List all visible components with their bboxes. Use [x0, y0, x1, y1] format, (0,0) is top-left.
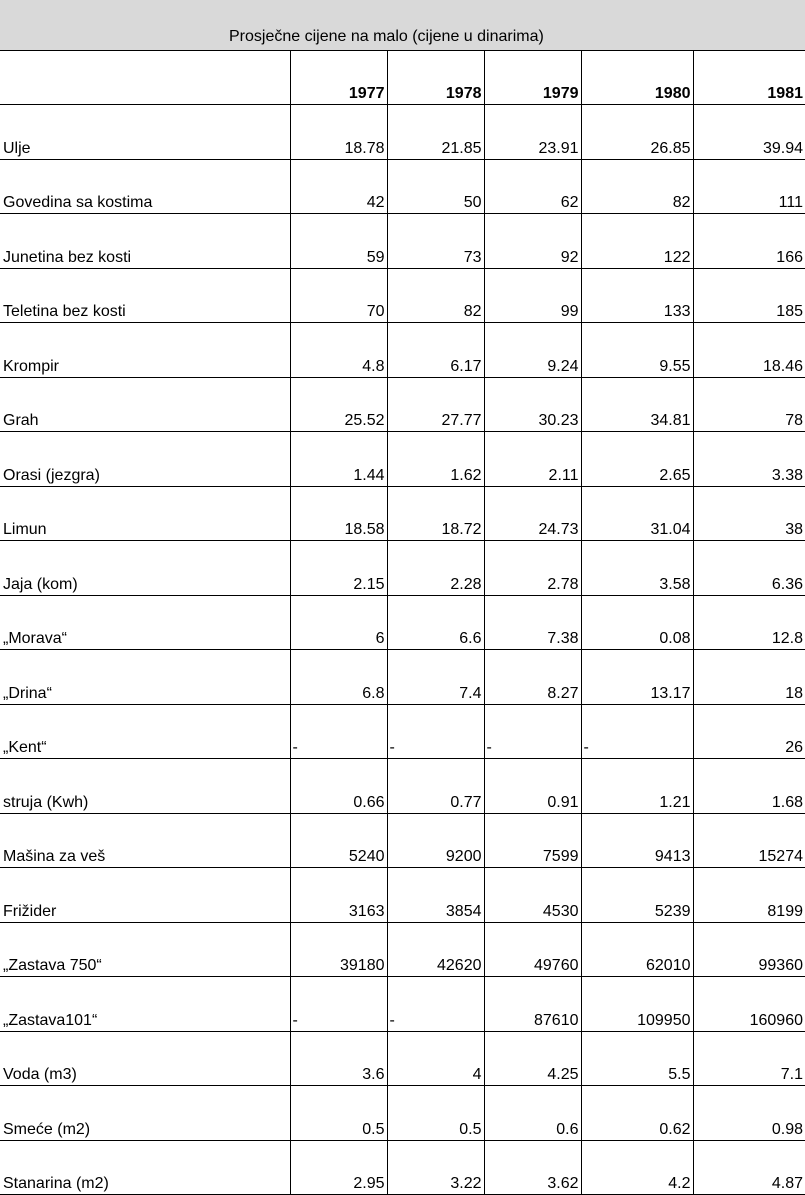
price-cell: 1.21 — [581, 759, 693, 814]
table-row — [0, 486, 805, 541]
row-label: „Zastava101“ — [0, 977, 290, 1032]
price-cell: 5239 — [581, 868, 693, 923]
table-row — [0, 759, 805, 814]
price-cell: 78 — [693, 377, 805, 432]
table-body — [0, 105, 805, 1195]
price-cell: 6.6 — [387, 595, 484, 650]
table-row — [0, 268, 805, 323]
price-cell: 38 — [693, 486, 805, 541]
price-cell: 9.24 — [484, 323, 581, 378]
row-label: Ulje — [0, 105, 290, 160]
price-cell: - — [290, 977, 387, 1032]
price-cell: 8199 — [693, 868, 805, 923]
price-cell: 23.91 — [484, 105, 581, 160]
price-cell: 4.2 — [581, 1140, 693, 1195]
price-cell: 109950 — [581, 977, 693, 1032]
price-cell: - — [581, 704, 693, 759]
price-cell: 59 — [290, 214, 387, 269]
price-cell: 0.5 — [290, 1086, 387, 1141]
price-cell: 92 — [484, 214, 581, 269]
table-row — [0, 105, 805, 160]
price-cell: 21.85 — [387, 105, 484, 160]
row-label: Smeće (m2) — [0, 1086, 290, 1141]
price-cell: 0.91 — [484, 759, 581, 814]
price-cell: 0.62 — [581, 1086, 693, 1141]
price-cell: 73 — [387, 214, 484, 269]
price-cell: 18.58 — [290, 486, 387, 541]
price-cell: 9.55 — [581, 323, 693, 378]
price-cell: - — [484, 704, 581, 759]
table-row — [0, 922, 805, 977]
price-cell: 42 — [290, 159, 387, 214]
table-row — [0, 704, 805, 759]
price-cell: 39180 — [290, 922, 387, 977]
price-cell: 9413 — [581, 813, 693, 868]
price-cell: 122 — [581, 214, 693, 269]
price-cell: 1.62 — [387, 432, 484, 487]
table-row — [0, 541, 805, 596]
price-cell: 7.38 — [484, 595, 581, 650]
row-label: Voda (m3) — [0, 1031, 290, 1086]
table-title: Prosječne cijene na malo (cijene u dinarima) — [229, 28, 544, 45]
price-cell: 2.65 — [581, 432, 693, 487]
price-cell: - — [387, 704, 484, 759]
price-cell: 31.04 — [581, 486, 693, 541]
table-row — [0, 159, 805, 214]
price-cell: 39.94 — [693, 105, 805, 160]
price-cell: 4530 — [484, 868, 581, 923]
price-cell: 6.8 — [290, 650, 387, 705]
table-row — [0, 377, 805, 432]
price-cell: 42620 — [387, 922, 484, 977]
header-year: 1978 — [387, 51, 484, 105]
title-bar — [0, 0, 805, 51]
price-cell: 26 — [693, 704, 805, 759]
price-cell: 1.68 — [693, 759, 805, 814]
price-cell: 0.66 — [290, 759, 387, 814]
price-cell: 50 — [387, 159, 484, 214]
price-cell: 25.52 — [290, 377, 387, 432]
price-cell: 82 — [581, 159, 693, 214]
price-cell: 7.4 — [387, 650, 484, 705]
price-cell: 133 — [581, 268, 693, 323]
price-cell: 15274 — [693, 813, 805, 868]
price-cell: 3.62 — [484, 1140, 581, 1195]
price-cell: 3.22 — [387, 1140, 484, 1195]
price-cell: 18.72 — [387, 486, 484, 541]
table-row — [0, 323, 805, 378]
price-cell: - — [387, 977, 484, 1032]
price-cell: 82 — [387, 268, 484, 323]
price-cell: 6 — [290, 595, 387, 650]
price-cell: 2.78 — [484, 541, 581, 596]
price-cell: 5.5 — [581, 1031, 693, 1086]
header-year: 1977 — [290, 51, 387, 105]
price-cell: 70 — [290, 268, 387, 323]
price-cell: 7599 — [484, 813, 581, 868]
price-cell: 7.1 — [693, 1031, 805, 1086]
row-label: Stanarina (m2) — [0, 1140, 290, 1195]
table-row — [0, 1140, 805, 1195]
header-year: 1979 — [484, 51, 581, 105]
table-row — [0, 214, 805, 269]
price-cell: 8.27 — [484, 650, 581, 705]
price-cell: 0.5 — [387, 1086, 484, 1141]
price-cell: 4.25 — [484, 1031, 581, 1086]
table-row — [0, 977, 805, 1032]
price-cell: 2.11 — [484, 432, 581, 487]
price-cell: 2.28 — [387, 541, 484, 596]
price-cell: 6.17 — [387, 323, 484, 378]
price-cell: 3854 — [387, 868, 484, 923]
price-cell: 4.8 — [290, 323, 387, 378]
price-cell: 2.15 — [290, 541, 387, 596]
row-label: „Drina“ — [0, 650, 290, 705]
price-cell: 3163 — [290, 868, 387, 923]
price-cell: 0.08 — [581, 595, 693, 650]
price-cell: 99360 — [693, 922, 805, 977]
price-cell: 3.38 — [693, 432, 805, 487]
price-cell: 2.95 — [290, 1140, 387, 1195]
header-row — [0, 51, 805, 105]
price-cell: 4.87 — [693, 1140, 805, 1195]
price-cell: 62 — [484, 159, 581, 214]
price-cell: 87610 — [484, 977, 581, 1032]
table-row — [0, 813, 805, 868]
row-label: struja (Kwh) — [0, 759, 290, 814]
row-label: Govedina sa kostima — [0, 159, 290, 214]
row-label: Orasi (jezgra) — [0, 432, 290, 487]
price-cell: 3.6 — [290, 1031, 387, 1086]
row-label: „Kent“ — [0, 704, 290, 759]
price-cell: 4 — [387, 1031, 484, 1086]
table-row — [0, 1031, 805, 1086]
price-table — [0, 51, 805, 1195]
price-cell: 111 — [693, 159, 805, 214]
price-cell: 0.77 — [387, 759, 484, 814]
row-label: „Zastava 750“ — [0, 922, 290, 977]
price-cell: 18 — [693, 650, 805, 705]
table-row — [0, 868, 805, 923]
row-label: Frižider — [0, 868, 290, 923]
price-cell: 185 — [693, 268, 805, 323]
price-cell: 18.46 — [693, 323, 805, 378]
price-cell: 26.85 — [581, 105, 693, 160]
price-cell: 5240 — [290, 813, 387, 868]
price-cell: 27.77 — [387, 377, 484, 432]
row-label: Mašina za veš — [0, 813, 290, 868]
price-cell: 9200 — [387, 813, 484, 868]
row-label: Junetina bez kosti — [0, 214, 290, 269]
price-cell: 6.36 — [693, 541, 805, 596]
price-cell: - — [290, 704, 387, 759]
row-label: Limun — [0, 486, 290, 541]
price-cell: 30.23 — [484, 377, 581, 432]
table-row — [0, 432, 805, 487]
row-label: Grah — [0, 377, 290, 432]
row-label: „Morava“ — [0, 595, 290, 650]
price-cell: 49760 — [484, 922, 581, 977]
price-cell: 3.58 — [581, 541, 693, 596]
price-cell: 18.78 — [290, 105, 387, 160]
price-cell: 160960 — [693, 977, 805, 1032]
price-cell: 0.98 — [693, 1086, 805, 1141]
header-year: 1980 — [581, 51, 693, 105]
price-cell: 1.44 — [290, 432, 387, 487]
table-row — [0, 1086, 805, 1141]
price-cell: 62010 — [581, 922, 693, 977]
price-cell: 12.8 — [693, 595, 805, 650]
table-row — [0, 650, 805, 705]
price-cell: 99 — [484, 268, 581, 323]
price-cell: 24.73 — [484, 486, 581, 541]
row-label: Jaja (kom) — [0, 541, 290, 596]
row-label: Krompir — [0, 323, 290, 378]
header-year: 1981 — [693, 51, 805, 105]
price-table-container — [0, 51, 805, 1195]
table-row — [0, 595, 805, 650]
header-label-cell — [0, 51, 290, 105]
price-cell: 34.81 — [581, 377, 693, 432]
price-cell: 166 — [693, 214, 805, 269]
price-cell: 0.6 — [484, 1086, 581, 1141]
row-label: Teletina bez kosti — [0, 268, 290, 323]
price-cell: 13.17 — [581, 650, 693, 705]
